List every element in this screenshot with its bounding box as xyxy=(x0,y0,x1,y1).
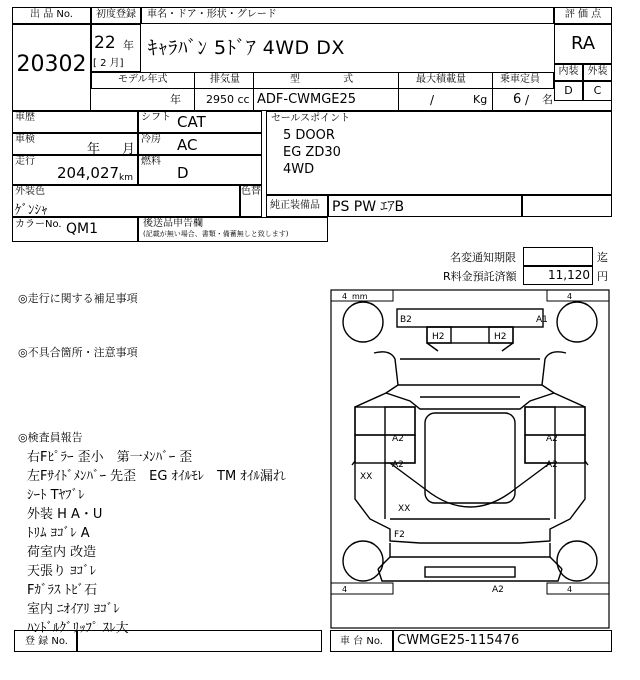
report-line: 室内 ﾆｵｲｱﾘ ﾖｺﾞﾚ xyxy=(27,602,120,617)
tire-label-front-left: 4 xyxy=(342,585,348,594)
driving-notes-label: ◎走行に関する補足事項 xyxy=(18,292,138,305)
first-reg-year: 22 xyxy=(94,33,116,53)
report-line: 右Fﾋﾟﾗｰ 歪小 第一ﾒﾝﾊﾞｰ 歪 xyxy=(27,450,193,465)
ext-color: ｹﾞﾝｼｬ xyxy=(15,203,48,218)
lot-no: 20302 xyxy=(16,52,87,77)
inspection-label: 車検 xyxy=(15,134,35,145)
mark-rear-light-left: H2 xyxy=(432,332,445,342)
mark-left-rear-door: A2 xyxy=(392,434,404,444)
name-label: 車名・ドア・形状・グレード xyxy=(147,9,277,20)
report-line: 外装 H A・U xyxy=(27,507,103,522)
report-line: 天張り ﾖｺﾞﾚ xyxy=(27,564,97,579)
mark-left-front-pillar: XX xyxy=(398,504,411,514)
divider xyxy=(253,72,254,111)
model-code: ADF-CWMGE25 xyxy=(257,92,357,107)
displacement-label: 排気量 xyxy=(210,74,240,85)
report-line: ﾄﾘﾑ ﾖｺﾞﾚ A xyxy=(27,526,90,541)
eval-label: 評 価 点 xyxy=(564,9,602,20)
sales-point-label: セールスポイント xyxy=(271,113,351,124)
report-line: ﾊﾝﾄﾞﾙｸﾞﾘｯﾌﾟ ｽﾚ大 xyxy=(27,621,129,636)
capacity-unit: 名 xyxy=(542,93,553,106)
equipment-extra-cell xyxy=(522,195,612,217)
capacity: 6 xyxy=(513,92,522,107)
model-year-label: モデル年式 xyxy=(118,74,168,85)
vin: CWMGE25-115476 xyxy=(397,633,520,648)
interior-label: 内装 xyxy=(558,66,579,77)
model-year-unit: 年 xyxy=(170,93,181,106)
shift: CAT xyxy=(177,113,206,131)
color-no-label: カラーNo. xyxy=(15,219,62,230)
fuel-label: 燃料 xyxy=(141,156,161,167)
ac-label: 冷房 xyxy=(141,134,161,145)
defects-label: ◎不具合箇所・注意事項 xyxy=(18,346,138,359)
displacement: 2950 cc xyxy=(206,93,250,106)
car-name: ｷｬﾗﾊﾞﾝ 5ﾄﾞｱ 4WD DX xyxy=(148,37,345,59)
equipment: PS PW ｴｱB xyxy=(332,199,405,215)
mileage: 204,027 xyxy=(57,164,120,182)
mark-right-rear-door: A2 xyxy=(546,434,558,444)
sales-point-1: 5 DOOR xyxy=(283,128,335,143)
report-line: 荷室内 改造 xyxy=(27,545,97,560)
mileage-label: 走行 xyxy=(15,156,35,167)
vin-label: 車 台 No. xyxy=(340,636,383,647)
tire-label-rear-left: 4 xyxy=(342,292,348,301)
inspection-year: 年 xyxy=(87,142,101,157)
mark-roof-rear-right: A1 xyxy=(536,315,548,325)
tire-label-front-right: 4 xyxy=(567,585,573,594)
max-load-unit: Kg xyxy=(473,93,488,106)
inspection-month: 月 xyxy=(122,142,136,157)
sales-point-2: EG ZD30 xyxy=(283,145,341,160)
history-label: 車歴 xyxy=(15,112,35,123)
report-line: 左Fｻｲﾄﾞﾒﾝﾊﾞｰ 先歪 EG ｵｲﾙﾓﾚ TM ｵｲﾙ漏れ xyxy=(27,469,286,484)
divider xyxy=(398,72,399,111)
color-change-label: 色替 xyxy=(241,186,261,197)
exterior-grade: C xyxy=(593,84,602,97)
inspector-label: ◎検査員報告 xyxy=(18,431,83,444)
capacity-slash: / xyxy=(525,93,530,107)
report-line: Fｶﾞﾗｽ ﾄﾋﾞ石 xyxy=(27,583,98,598)
color-no: QM1 xyxy=(66,221,99,237)
mark-roof-rear-left: B2 xyxy=(400,315,412,325)
mileage-unit: km xyxy=(119,173,133,183)
divider xyxy=(492,72,493,111)
first-reg-year-unit: 年 xyxy=(123,39,134,52)
recycle-label: R料金預託済額 xyxy=(443,270,517,283)
tire-label-rear-right: 4 xyxy=(567,292,573,301)
name-change-label: 名変通知期限 xyxy=(450,251,516,264)
divider xyxy=(194,72,195,111)
fuel: D xyxy=(177,164,189,182)
mark-left-slide-door: A2 xyxy=(392,460,404,470)
lot-no-label: 出 品 No. xyxy=(30,9,73,20)
type-label: 型 式 xyxy=(290,74,354,85)
interior-grade: D xyxy=(564,84,573,97)
report-line: ｼｰﾄ Tﾔﾌﾞﾚ xyxy=(27,488,85,503)
mark-left-side-member: XX xyxy=(360,472,373,482)
reg-no-cell xyxy=(77,630,322,652)
sales-point-3: 4WD xyxy=(283,162,315,177)
shift-label: シフト xyxy=(141,112,171,123)
mark-rear-light-right: H2 xyxy=(494,332,507,342)
damage-diagram xyxy=(330,289,610,629)
exterior-label: 外装 xyxy=(587,66,608,77)
aftermarket-note: (記載が無い場合、書類・備蓄無しと致します) xyxy=(143,230,289,238)
mark-right-slide-door: A2 xyxy=(546,460,558,470)
name-change-cell xyxy=(523,247,593,266)
recycle-amount: 11,120 xyxy=(548,268,590,282)
max-load-label: 最大積載量 xyxy=(416,74,466,85)
capacity-label: 乗車定員 xyxy=(500,74,540,85)
tire-unit-rear-left: mm xyxy=(352,292,368,301)
first-reg-label: 初度登録 xyxy=(96,9,136,20)
ext-color-label: 外装色 xyxy=(15,186,45,197)
equip-label: 純正装備品 xyxy=(270,200,320,211)
ac: AC xyxy=(177,136,198,154)
eval-score: RA xyxy=(570,33,596,54)
recycle-unit: 円 xyxy=(597,270,608,283)
mark-front-bumper: A2 xyxy=(492,585,504,595)
aftermarket-label: 後送品申告欄 xyxy=(143,218,203,229)
first-reg-month: [ 2 月] xyxy=(93,58,124,69)
mark-left-fender: F2 xyxy=(394,530,405,540)
name-change-suffix: 迄 xyxy=(597,251,608,264)
max-load-slash: / xyxy=(430,93,435,107)
reg-no-label: 登 録 No. xyxy=(25,636,68,647)
